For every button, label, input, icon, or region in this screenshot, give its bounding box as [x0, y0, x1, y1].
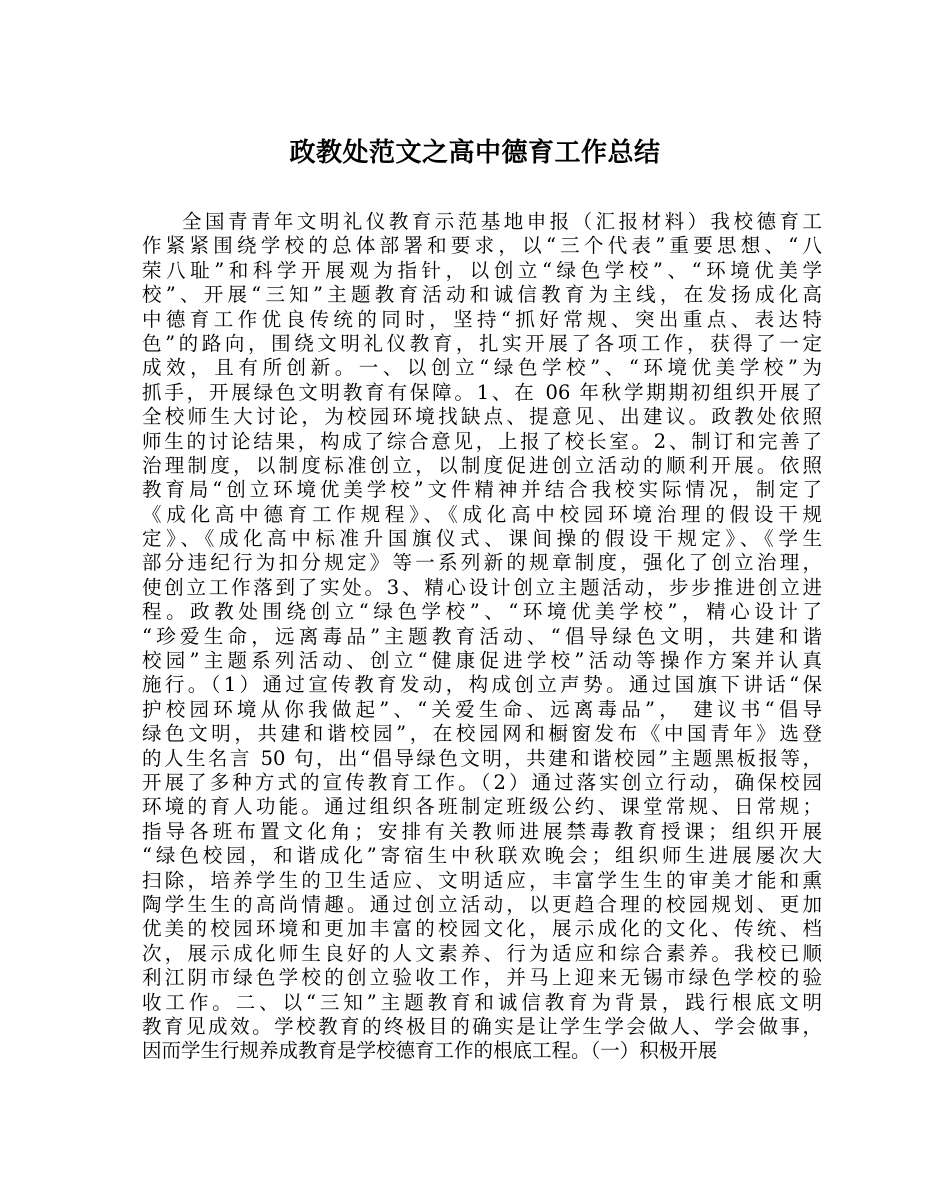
- body-line: 师生的讨论结果，构成了综合意见，上报了校长室。2、制订和完善了: [142, 429, 822, 453]
- body-line: 的人生名言 50 句，出“倡导绿色文明，共建和谐校园”主题黑板报等，: [142, 746, 822, 770]
- body-line: 部分违纪行为扣分规定》等一系列新的规章制度，强化了创立治理，: [142, 551, 822, 575]
- body-line: 教育见成效。学校教育的终极目的确实是让学生学会做人、学会做事，: [142, 1014, 822, 1038]
- body-line: 荣八耻”和科学开展观为指针，以创立“绿色学校”、“环境优美学: [142, 258, 822, 282]
- body-line: 施行。（1）通过宣传教育发动，构成创立声势。通过国旗下讲话“保: [142, 673, 822, 697]
- body-line: 环境的育人功能。通过组织各班制定班级公约、课堂常规、日常规；: [142, 795, 822, 819]
- body-line: 成效，且有所创新。一、以创立“绿色学校”、“环境优美学校”为: [142, 356, 822, 380]
- body-line: 校”、开展“三知”主题教育活动和诚信教育为主线，在发扬成化高: [142, 283, 822, 307]
- body-line: 利江阴市绿色学校的创立验收工作，并马上迎来无锡市绿色学校的验: [142, 966, 822, 990]
- body-line: 治理制度，以制度标准创立，以制度促进创立活动的顺利开展。依照: [142, 453, 822, 477]
- body-line: 护校园环境从你我做起”、“关爱生命、远离毒品”， 建议书“倡导: [142, 697, 822, 721]
- body-line: 全国青青年文明礼仪教育示范基地申报（汇报材料）我校德育工: [182, 210, 822, 233]
- body-line: 次，展示成化师生良好的人文素养、行为适应和综合素养。我校已顺: [142, 941, 822, 965]
- body-line: 《成化高中德育工作规程》、《成化高中校园环境治理的假设干规: [142, 502, 822, 526]
- body-line: 优美的校园环境和更加丰富的校园文化，展示成化的文化、传统、档: [142, 917, 822, 941]
- body-line: 作紧紧围绕学校的总体部署和要求，以“三个代表”重要思想、“八: [142, 234, 822, 258]
- body-line: “绿色校园，和谐成化”寄宿生中秋联欢晚会；组织师生进展屡次大: [142, 844, 822, 868]
- body-line: 中德育工作优良传统的同时，坚持“抓好常规、突出重点、表达特: [142, 307, 822, 331]
- body-line: 指导各班布置文化角；安排有关教师进展禁毒教育授课；组织开展: [142, 819, 822, 843]
- body-line: 校园”主题系列活动、创立“健康促进学校”活动等操作方案并认真: [142, 649, 822, 673]
- body-line: 定》、《成化高中标准升国旗仪式、课间操的假设干规定》、《学生: [142, 527, 822, 551]
- document-body: [142, 210, 822, 1064]
- body-line: 使创立工作落到了实处。3、精心设计创立主题活动，步步推进创立进: [142, 575, 822, 599]
- body-line: 开展了多种方式的宣传教育工作。（2）通过落实创立行动，确保校园: [142, 770, 822, 794]
- body-line: 程。政教处围绕创立“绿色学校”、“环境优美学校”，精心设计了: [142, 600, 822, 624]
- body-line: 教育局“创立环境优美学校”文件精神并结合我校实际情况，制定了: [142, 478, 822, 502]
- body-line: 陶学生生的高尚情趣。通过创立活动，以更趋合理的校园规划、更加: [142, 892, 822, 916]
- body-line: 因而学生行规养成教育是学校德育工作的根底工程。（一）积极开展: [142, 1039, 718, 1063]
- body-line: 色”的路向，围绕文明礼仪教育，扎实开展了各项工作，获得了一定: [142, 331, 822, 355]
- body-line: 绿色文明，共建和谐校园”，在校园网和橱窗发布《中国青年》选登: [142, 722, 822, 746]
- body-line: 收工作。二、以“三知”主题教育和诚信教育为背景，践行根底文明: [142, 990, 822, 1014]
- body-line: 扫除，培养学生的卫生适应、文明适应，丰富学生生的审美才能和熏: [142, 868, 822, 892]
- document-title: 政教处范文之高中德育工作总结: [289, 138, 661, 168]
- body-line: 抓手，开展绿色文明教育有保障。1、在 06 年秋学期期初组织开展了: [142, 380, 822, 404]
- body-line: 全校师生大讨论，为校园环境找缺点、提意见、出建议。政教处依照: [142, 405, 822, 429]
- body-line: “珍爱生命，远离毒品”主题教育活动、“倡导绿色文明，共建和谐: [142, 624, 822, 648]
